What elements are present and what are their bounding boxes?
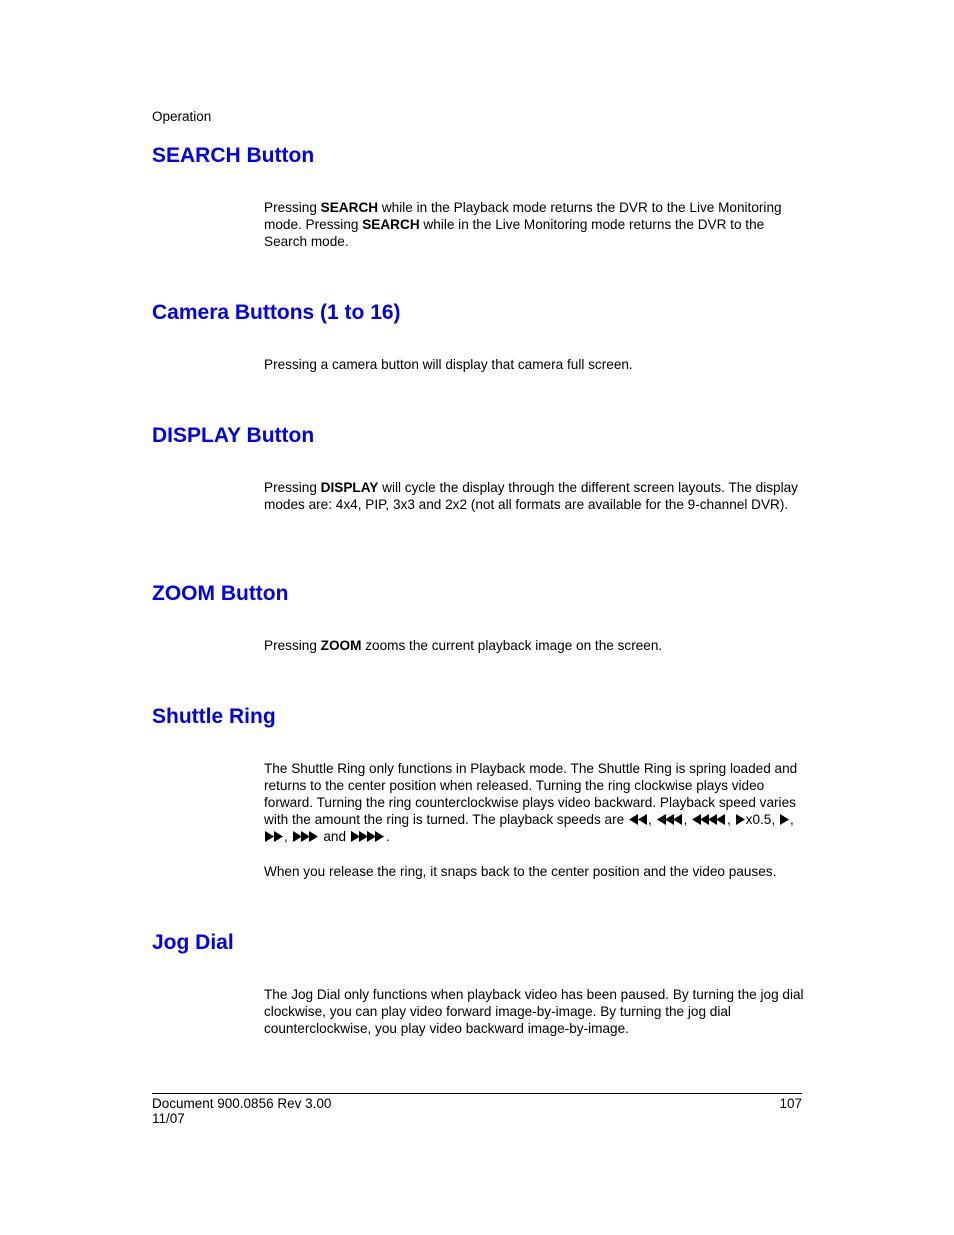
jog-dial-paragraph: The Jog Dial only functions when playback video has been paused. By turning the jog dial clockwise, you can play video forward image-by-image. By turning the jog dial counterclockwise, you play video backward image-by-image. <box>264 987 804 1036</box>
camera-buttons-paragraph: Pressing a camera button will display that camera full screen. <box>264 357 633 372</box>
footer-date: 11/07 <box>152 1111 185 1126</box>
camera-buttons-heading: Camera Buttons (1 to 16) <box>152 301 401 324</box>
display-button-paragraph: Pressing DISPLAY will cycle the display through the different screen layouts. The display modes are: 4x4, PIP, 3x3 and 2x2 (not all formats are available for the 9-channel DVR). <box>264 480 798 512</box>
fast-forward-3x-icon <box>292 831 320 842</box>
shuttle-ring-heading: Shuttle Ring <box>152 705 276 728</box>
search-button-heading: SEARCH Button <box>152 144 315 167</box>
footer-rule <box>152 1093 802 1094</box>
play-half-speed-icon <box>735 814 746 825</box>
footer-document-id: Document 900.0856 Rev 3.00 <box>152 1096 332 1111</box>
jog-dial-heading: Jog Dial <box>152 931 234 954</box>
rewind-2x-icon <box>656 814 684 825</box>
search-button-paragraph: Pressing SEARCH while in the Playback mode returns the DVR to the Live Monitoring mode. Pressing SEARCH while in the Live Monitoring mode returns the DVR to the Search mode. <box>264 200 782 249</box>
play-1x-icon <box>779 814 790 825</box>
shuttle-ring-paragraph: The Shuttle Ring only functions in Playback mode. The Shuttle Ring is spring loaded and returns to the center position when released. Turning the ring clockwise plays video forward. Turning the ring counterclockwise plays video backward. Playback speed varies with the amount the ring is turned. The playback speeds are , , , x0.5, , , and . <box>264 761 798 844</box>
running-header: Operation <box>152 109 212 124</box>
shuttle-ring-release-paragraph: When you release the ring, it snaps back to the center position and the video pauses. <box>264 864 777 879</box>
page-number: 107 <box>779 1096 802 1111</box>
fast-forward-2x-icon <box>264 831 284 842</box>
rewind-3x-icon <box>691 814 727 825</box>
rewind-1x-icon <box>628 814 648 825</box>
zoom-button-heading: ZOOM Button <box>152 582 289 605</box>
fast-forward-4x-icon <box>350 831 386 842</box>
display-button-heading: DISPLAY Button <box>152 424 315 447</box>
zoom-button-paragraph: Pressing ZOOM zooms the current playback image on the screen. <box>264 638 663 653</box>
